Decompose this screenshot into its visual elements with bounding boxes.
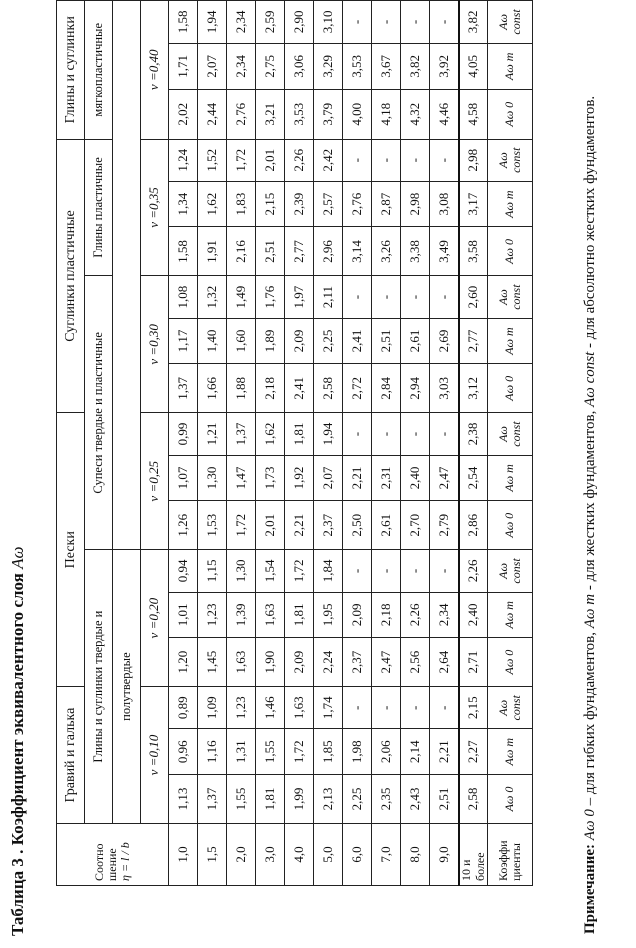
value-cell: 2,34 (430, 592, 460, 638)
value-cell: 1,37 (169, 364, 198, 413)
coefficient-label (488, 824, 533, 886)
value-cell: 1,26 (169, 501, 198, 550)
coefficient-cell: Aω const (488, 276, 533, 318)
value-cell: 2,75 (256, 43, 285, 89)
value-cell: 1,62 (256, 413, 285, 455)
value-cell: 2,11 (314, 276, 343, 318)
row-ratio: 3,0 (256, 824, 285, 886)
row-ratio: 1,5 (198, 824, 227, 886)
value-cell: 2,18 (372, 592, 401, 638)
value-cell: 1,52 (198, 139, 227, 181)
value-cell: 1,20 (169, 638, 198, 687)
value-cell: 1,76 (256, 276, 285, 318)
value-cell: - (343, 413, 372, 455)
coefficient-cell: Aω const (488, 139, 533, 181)
coefficient-cell: Aω 0 (488, 774, 533, 823)
value-cell: 3,58 (459, 227, 488, 276)
value-cell: 1,23 (227, 687, 256, 729)
value-cell: - (372, 1, 401, 44)
value-cell: 2,31 (372, 455, 401, 501)
value-cell: 2,77 (285, 227, 314, 276)
value-cell: 1,58 (169, 227, 198, 276)
value-cell: - (343, 1, 372, 44)
value-cell: 2,25 (314, 318, 343, 364)
value-cell: 2,77 (459, 318, 488, 364)
value-cell: - (343, 687, 372, 729)
value-cell: 1,92 (285, 455, 314, 501)
value-cell: 2,84 (372, 364, 401, 413)
value-cell: 1,95 (314, 592, 343, 638)
value-cell: 2,02 (169, 89, 198, 139)
value-cell: 3,08 (430, 181, 460, 227)
value-cell: 2,61 (372, 501, 401, 550)
value-cell: 1,72 (285, 550, 314, 592)
value-cell: - (372, 276, 401, 318)
note-text-2: - для жестких фундаментов, (582, 406, 598, 594)
value-cell: 3,79 (314, 89, 343, 139)
nu-025: ν =0,25 (141, 413, 169, 550)
value-cell: 1,23 (198, 592, 227, 638)
value-cell: 2,76 (343, 181, 372, 227)
table-title (8, 546, 28, 936)
value-cell: 2,24 (314, 638, 343, 687)
value-cell: 2,16 (227, 227, 256, 276)
value-cell: 2,96 (314, 227, 343, 276)
value-cell: 2,61 (401, 318, 430, 364)
note-label: Примечание: (582, 843, 598, 934)
table-row (430, 1, 460, 886)
group-gravel: Гравий и галька (57, 687, 85, 824)
value-cell: 1,90 (256, 638, 285, 687)
value-cell: - (430, 276, 460, 318)
row-ratio: 2,0 (227, 824, 256, 886)
note-text-1: – для гибких фундаментов, (582, 628, 598, 810)
value-cell: 2,01 (256, 501, 285, 550)
value-cell: 1,46 (256, 687, 285, 729)
ratio-last-line: более (472, 852, 487, 881)
value-cell: - (430, 413, 460, 455)
value-cell: 4,18 (372, 89, 401, 139)
value-cell: - (401, 1, 430, 44)
value-cell: 2,35 (372, 774, 401, 823)
table-row (372, 1, 401, 886)
value-cell: 2,76 (227, 89, 256, 139)
value-cell: 1,85 (314, 729, 343, 775)
value-cell: - (372, 139, 401, 181)
value-cell: 1,30 (198, 455, 227, 501)
value-cell: 1,84 (314, 550, 343, 592)
coefficient-cell: Aω const (488, 550, 533, 592)
value-cell: 3,14 (343, 227, 372, 276)
value-cell: - (343, 139, 372, 181)
coefficient-cell: Aω 0 (488, 501, 533, 550)
ratio-last-line: 10 и (459, 859, 474, 881)
value-cell: 0,99 (169, 413, 198, 455)
value-cell: 1,08 (169, 276, 198, 318)
value-cell: 1,88 (227, 364, 256, 413)
note-sym-const: Aω const (582, 351, 598, 407)
table-row (227, 1, 256, 886)
row-ratio: 4,0 (285, 824, 314, 886)
nu-010: ν =0,10 (141, 687, 169, 824)
value-cell: 4,32 (401, 89, 430, 139)
coefficient-cell: Aω 0 (488, 89, 533, 139)
value-cell: 1,81 (285, 592, 314, 638)
table-row (343, 1, 372, 886)
value-cell: 2,07 (198, 43, 227, 89)
value-cell: - (430, 687, 460, 729)
row-ratio: 7,0 (372, 824, 401, 886)
value-cell: 1,81 (285, 413, 314, 455)
value-cell: 1,45 (198, 638, 227, 687)
value-cell: 1,21 (198, 413, 227, 455)
value-cell: 2,54 (459, 455, 488, 501)
group-loam: Суглинки пластичные (57, 139, 85, 413)
value-cell: 2,60 (459, 276, 488, 318)
coefficient-cell: Aω m (488, 729, 533, 775)
value-cell: 1,37 (227, 413, 256, 455)
value-cell: 1,58 (169, 1, 198, 44)
value-cell: 2,64 (430, 638, 460, 687)
value-cell: 2,26 (459, 550, 488, 592)
coefficient-cell: Aω 0 (488, 227, 533, 276)
subgroup-soft-plastic: мягкопластичные (85, 1, 113, 140)
value-cell: 1,99 (285, 774, 314, 823)
value-cell: 3,49 (430, 227, 460, 276)
value-cell: - (401, 139, 430, 181)
value-cell: 3,38 (401, 227, 430, 276)
value-cell: 4,58 (459, 89, 488, 139)
value-cell: 3,03 (430, 364, 460, 413)
coefficient-cell: Aω const (488, 413, 533, 455)
value-cell: 1,16 (198, 729, 227, 775)
value-cell: 2,21 (430, 729, 460, 775)
value-cell: 3,53 (285, 89, 314, 139)
value-cell: 3,21 (256, 89, 285, 139)
nu-035: ν =0,35 (141, 139, 169, 276)
value-cell: 3,67 (372, 43, 401, 89)
value-cell: 2,15 (256, 181, 285, 227)
value-cell: 2,25 (343, 774, 372, 823)
value-cell: 1,34 (169, 181, 198, 227)
coefficient-cell: Aω m (488, 318, 533, 364)
value-cell: 3,10 (314, 1, 343, 44)
value-cell: 2,06 (372, 729, 401, 775)
value-cell: - (430, 139, 460, 181)
value-cell: 1,63 (285, 687, 314, 729)
value-cell: 4,00 (343, 89, 372, 139)
coefficient-cell: Aω 0 (488, 638, 533, 687)
value-cell: - (372, 413, 401, 455)
row-ratio: 8,0 (401, 824, 430, 886)
value-cell: 2,26 (285, 139, 314, 181)
value-cell: 4,05 (459, 43, 488, 89)
coefficient-cell: Aω m (488, 43, 533, 89)
row-ratio: 9,0 (430, 824, 460, 886)
table-note (580, 34, 602, 934)
value-cell: 2,14 (401, 729, 430, 775)
value-cell: 2,57 (314, 181, 343, 227)
value-cell: 1,72 (285, 729, 314, 775)
value-cell: 2,38 (459, 413, 488, 455)
ratio-label-1: Соотно (91, 843, 106, 881)
value-cell: 1,39 (227, 592, 256, 638)
value-cell: 2,13 (314, 774, 343, 823)
value-cell: 3,26 (372, 227, 401, 276)
value-cell: 2,98 (459, 139, 488, 181)
coefficient-cell: Aω m (488, 592, 533, 638)
value-cell: 2,86 (459, 501, 488, 550)
subgroup-spacer (113, 1, 141, 550)
value-cell: 2,98 (401, 181, 430, 227)
value-cell: 1,54 (256, 550, 285, 592)
value-cell: 1,55 (256, 729, 285, 775)
value-cell: 2,51 (430, 774, 460, 823)
value-cell: 1,60 (227, 318, 256, 364)
value-cell: 3,29 (314, 43, 343, 89)
value-cell: 4,46 (430, 89, 460, 139)
value-cell: 2,21 (285, 501, 314, 550)
coefficient-cell: Aω const (488, 687, 533, 729)
nu-030: ν =0,30 (141, 276, 169, 413)
ratio-label-2: шение (104, 848, 119, 881)
value-cell: 2,41 (343, 318, 372, 364)
value-cell: 2,59 (256, 1, 285, 44)
value-cell: 1,40 (198, 318, 227, 364)
value-cell: 1,66 (198, 364, 227, 413)
value-cell: 2,09 (285, 318, 314, 364)
value-cell: 3,17 (459, 181, 488, 227)
value-cell: 1,13 (169, 774, 198, 823)
value-cell: 2,34 (227, 43, 256, 89)
title-prefix: Таблица 3 (8, 858, 27, 936)
coeff-label-line: циенты (509, 843, 523, 881)
value-cell: 1,62 (198, 181, 227, 227)
value-cell: 3,53 (343, 43, 372, 89)
value-cell: 2,56 (401, 638, 430, 687)
row-ratio: 6,0 (343, 824, 372, 886)
value-cell: 1,81 (256, 774, 285, 823)
value-cell: - (372, 687, 401, 729)
value-cell: 2,72 (343, 364, 372, 413)
value-cell: 1,63 (227, 638, 256, 687)
title-text: Коэффициент эквивалентного слоя (8, 573, 27, 846)
value-cell: 1,91 (198, 227, 227, 276)
value-cell: 0,89 (169, 687, 198, 729)
value-cell: 1,07 (169, 455, 198, 501)
value-cell: 2,79 (430, 501, 460, 550)
value-cell: 2,71 (459, 638, 488, 687)
value-cell: 2,39 (285, 181, 314, 227)
value-cell: - (372, 550, 401, 592)
value-cell: - (401, 413, 430, 455)
value-cell: 2,50 (343, 501, 372, 550)
value-cell: 1,63 (256, 592, 285, 638)
note-text-3: - для абсолютно жестких фундаментов. (582, 95, 598, 352)
value-cell: 2,09 (343, 592, 372, 638)
value-cell: 1,98 (343, 729, 372, 775)
value-cell: 2,40 (459, 592, 488, 638)
value-cell: 2,58 (314, 364, 343, 413)
coefficient-table (56, 0, 533, 886)
value-cell: 2,01 (256, 139, 285, 181)
value-cell: 2,18 (256, 364, 285, 413)
value-cell: 2,69 (430, 318, 460, 364)
coefficient-cell: Aω 0 (488, 364, 533, 413)
value-cell: 2,21 (343, 455, 372, 501)
value-cell: 1,74 (314, 687, 343, 729)
value-cell: 1,01 (169, 592, 198, 638)
title-sep: . (8, 849, 27, 854)
group-clay: Глины и суглинки (57, 1, 85, 140)
title-symbol: Aω (8, 546, 27, 569)
ratio-header (57, 824, 169, 886)
ratio-label-3: η = l / b (118, 842, 133, 881)
value-cell: 3,82 (459, 1, 488, 44)
value-cell: 2,51 (256, 227, 285, 276)
value-cell: 2,47 (430, 455, 460, 501)
nu-040: ν =0,40 (141, 1, 169, 140)
value-cell: 1,37 (198, 774, 227, 823)
subgroup-clay-plastic: Глины пластичные (85, 139, 113, 276)
value-cell: 0,94 (169, 550, 198, 592)
value-cell: 2,44 (198, 89, 227, 139)
value-cell: - (401, 550, 430, 592)
value-cell: 2,09 (285, 638, 314, 687)
value-cell: 2,94 (401, 364, 430, 413)
value-cell: 2,47 (372, 638, 401, 687)
value-cell: 2,26 (401, 592, 430, 638)
value-cell: 2,40 (401, 455, 430, 501)
value-cell: 1,55 (227, 774, 256, 823)
coefficient-cell: Aω m (488, 455, 533, 501)
table-row (401, 1, 430, 886)
value-cell: 1,97 (285, 276, 314, 318)
value-cell: 2,15 (459, 687, 488, 729)
value-cell: 2,58 (459, 774, 488, 823)
table-row-last (459, 1, 488, 886)
table-row (314, 1, 343, 886)
row-ratio: 5,0 (314, 824, 343, 886)
value-cell: 1,31 (227, 729, 256, 775)
value-cell: 1,47 (227, 455, 256, 501)
value-cell: 2,27 (459, 729, 488, 775)
value-cell: 1,72 (227, 501, 256, 550)
group-sand: Пески (57, 413, 85, 687)
value-cell: 2,37 (314, 501, 343, 550)
table-row (169, 1, 198, 886)
value-cell: - (430, 550, 460, 592)
value-cell: 2,51 (372, 318, 401, 364)
value-cell: 2,42 (314, 139, 343, 181)
table-row (256, 1, 285, 886)
value-cell: 1,17 (169, 318, 198, 364)
coefficient-cell: Aω const (488, 1, 533, 44)
value-cell: - (343, 550, 372, 592)
value-cell: 1,94 (314, 413, 343, 455)
value-cell: - (343, 276, 372, 318)
value-cell: 2,43 (401, 774, 430, 823)
note-sym-m: Aω m (582, 593, 598, 629)
value-cell: 1,71 (169, 43, 198, 89)
row-ratio-last (459, 824, 488, 886)
value-cell: 3,12 (459, 364, 488, 413)
subgroup-semi-hard: полутвердые (113, 550, 141, 824)
value-cell: 1,94 (198, 1, 227, 44)
value-cell: - (401, 276, 430, 318)
value-cell: 1,73 (256, 455, 285, 501)
value-cell: 1,49 (227, 276, 256, 318)
value-cell: 0,96 (169, 729, 198, 775)
value-cell: 3,06 (285, 43, 314, 89)
value-cell: 2,07 (314, 455, 343, 501)
value-cell: 1,24 (169, 139, 198, 181)
coefficient-row (488, 1, 533, 886)
nu-020: ν =0,20 (141, 550, 169, 687)
value-cell: 1,09 (198, 687, 227, 729)
value-cell: 2,70 (401, 501, 430, 550)
value-cell: 2,34 (227, 1, 256, 44)
value-cell: - (401, 687, 430, 729)
value-cell: 2,90 (285, 1, 314, 44)
row-ratio: 1,0 (169, 824, 198, 886)
subgroup-clay-loam-hard: Глины и суглинки твердые и (85, 550, 113, 824)
value-cell: 1,72 (227, 139, 256, 181)
value-cell: 3,82 (401, 43, 430, 89)
value-cell: 1,83 (227, 181, 256, 227)
value-cell: 2,37 (343, 638, 372, 687)
table-row (285, 1, 314, 886)
subgroup-sandy-loam: Супеси твердые и пластичные (85, 276, 113, 550)
coefficient-cell: Aω m (488, 181, 533, 227)
table-row (198, 1, 227, 886)
value-cell: 1,53 (198, 501, 227, 550)
value-cell: 2,87 (372, 181, 401, 227)
value-cell: 3,92 (430, 43, 460, 89)
coeff-label-line: Коэффи (495, 840, 510, 881)
value-cell: 1,15 (198, 550, 227, 592)
value-cell: 1,32 (198, 276, 227, 318)
value-cell: 1,30 (227, 550, 256, 592)
value-cell: 1,89 (256, 318, 285, 364)
note-sym-0: Aω 0 (582, 809, 598, 841)
value-cell: - (430, 1, 460, 44)
value-cell: 2,41 (285, 364, 314, 413)
